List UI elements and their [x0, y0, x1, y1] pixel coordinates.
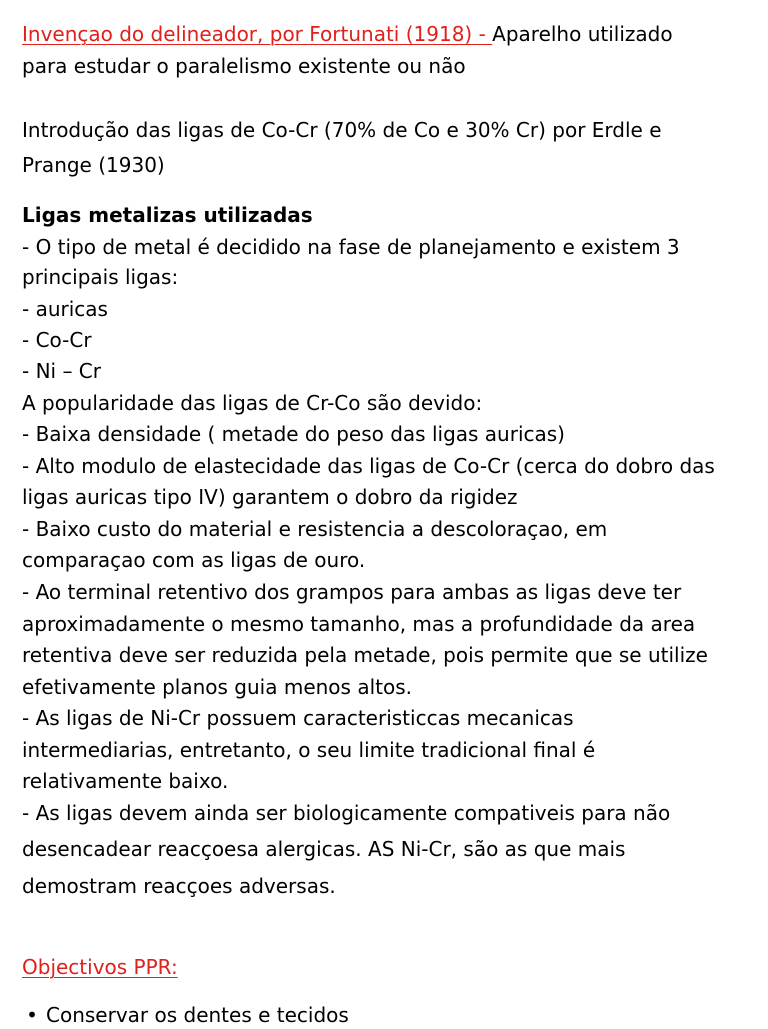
body-line: retentiva deve ser reduzida pela metade, pois permite que se utilize: [22, 643, 708, 667]
intro-heading-rest: Aparelho utilizado: [492, 22, 673, 46]
body-line: aproximadamente o mesmo tamanho, mas a profundidade da area: [22, 612, 696, 636]
list-item-text: Conservar os dentes e tecidos: [46, 1003, 349, 1027]
tail-line: desencadear reacçoesa alergicas. AS Ni-Cr, são as que mais: [22, 837, 626, 861]
tail-line: demostram reacçoes adversas.: [22, 874, 336, 898]
body-line: - Baixo custo do material e resistencia a descoloraçao, em: [22, 517, 608, 541]
intro-line-2: para estudar o paralelismo existente ou não: [22, 54, 466, 78]
body-line: - As ligas de Ni-Cr possuem caracteristiccas mecanicas: [22, 706, 574, 730]
body-line: - Baixa densidade ( metade do peso das ligas auricas): [22, 422, 565, 446]
body-line: efetivamente planos guia menos altos.: [22, 675, 412, 699]
body-line: - O tipo de metal é decidido na fase de planejamento e existem 3: [22, 235, 680, 259]
body-line: - auricas: [22, 297, 108, 321]
alloys-intro-line-2: Prange (1930): [22, 153, 165, 177]
body-line: - As ligas devem ainda ser biologicamente compativeis para não: [22, 801, 671, 825]
alloys-intro-line-1: Introdução das ligas de Co-Cr (70% de Co e 30% Cr) por Erdle e: [22, 118, 662, 142]
intro-heading-red: Invençao do delineador, por Fortunati (1918) -: [22, 22, 493, 46]
body-line: ligas auricas tipo IV) garantem o dobro da rigidez: [22, 485, 518, 509]
body-line: principais ligas:: [22, 265, 179, 289]
body-line: - Co-Cr: [22, 328, 92, 352]
body-line: - Alto modulo de elastecidade das ligas de Co-Cr (cerca do dobro das: [22, 454, 715, 478]
objectives-title: Objectivos PPR:: [22, 955, 178, 979]
body-line: comparaçao com as ligas de ouro.: [22, 548, 366, 572]
body-line: relativamente baixo.: [22, 769, 229, 793]
section-title: Ligas metalizas utilizadas: [22, 203, 313, 227]
body-line: A popularidade das ligas de Cr-Co são devido:: [22, 391, 483, 415]
list-item: [26, 1001, 349, 1029]
body-line: intermediarias, entretanto, o seu limite tradicional final é: [22, 738, 596, 762]
bullet-icon: •: [26, 1003, 38, 1027]
intro-line-1: [22, 20, 673, 48]
body-line: - Ao terminal retentivo dos grampos para ambas as ligas deve ter: [22, 580, 682, 604]
body-line: - Ni – Cr: [22, 359, 101, 383]
